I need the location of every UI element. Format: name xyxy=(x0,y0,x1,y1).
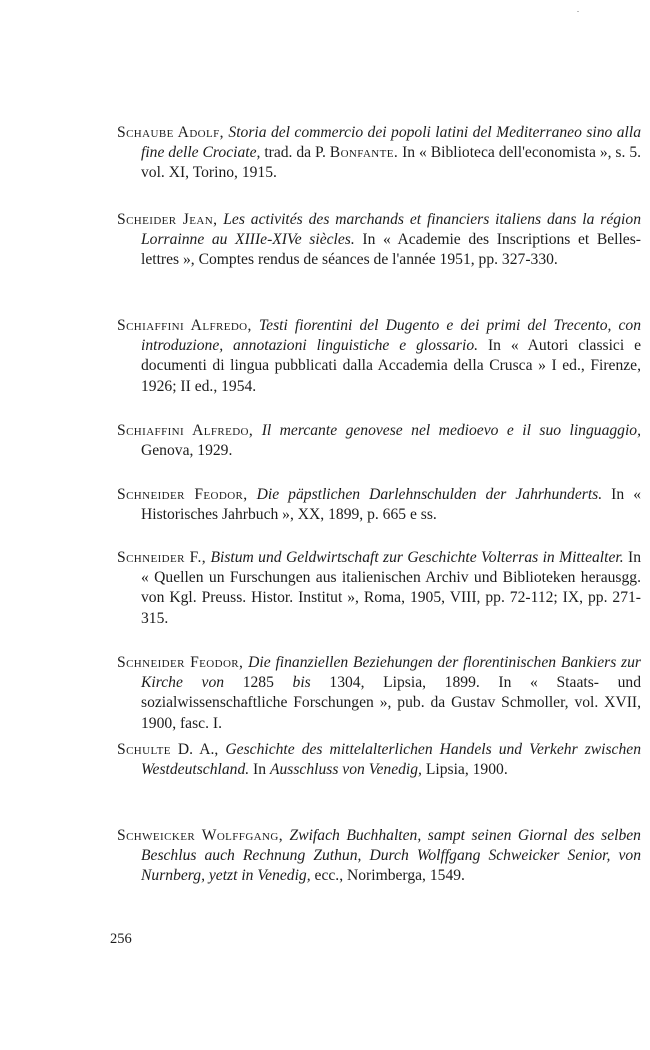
entry-title: Il mercante genovese nel medioevo e il suo linguaggio, xyxy=(261,422,641,439)
page-number: 256 xyxy=(110,931,132,947)
entry-details: In « Historisches Jahrbuch », XX, 1899, p. 665 e ss. xyxy=(141,486,641,524)
entry-details: In « Academie des Inscriptions et Belles-lettres », Comptes rendus de séances de l'année 1951, pp. 327-330. xyxy=(141,231,641,269)
entry-author: Schiaffini Alfredo, xyxy=(117,317,252,334)
bib-entry xyxy=(117,740,641,780)
entry-author: Schweicker Wolffgang, xyxy=(117,827,283,844)
entry-title: Bistum und Geldwirtschaft zur Geschichte Volterras in Mittealter. xyxy=(210,549,624,566)
entry-details: 1285 xyxy=(224,674,293,692)
bib-entry xyxy=(117,485,641,525)
entry-details: In « Biblioteca dell'economista », s. 5. vol. XI, Torino, 1915. xyxy=(141,144,642,182)
entry-author: Scheider Jean, xyxy=(117,211,218,228)
bib-entry xyxy=(117,123,641,184)
bib-entry xyxy=(117,653,641,734)
entry-title: Die finanziellen Beziehungen der florentinischen Bankiers zur Kirche von xyxy=(141,654,641,692)
bib-entry xyxy=(117,316,641,397)
entry-author: Schneider F., xyxy=(117,549,207,566)
entry-details: In xyxy=(249,761,270,779)
entry-title: Testi fiorentini del Dugento e dei primi del Trecento, con introduzione, annotazioni linguistiche e glossario. xyxy=(141,317,641,355)
entry-author: Schulte xyxy=(117,741,171,758)
bib-entry xyxy=(117,421,641,461)
scan-speck xyxy=(577,11,579,12)
bib-entry xyxy=(117,548,641,629)
entry-title: Die päpstlichen Darlehnschulden der Jahrhunderts. xyxy=(256,486,603,503)
entry-title: Storia del commercio dei popoli latini del Mediterraneo sino alla fine delle Crociate, xyxy=(141,124,641,162)
entry-author: Schiaffini Alfredo, xyxy=(117,422,254,439)
entry-details: In « Quellen un Furschungen aus italienischen Archiv und Biblioteken herausgg. von Kgl. Preuss. Histor. Institut », Roma, 1905, VIII, pp. 72-112; IX, pp. 271-315. xyxy=(141,549,641,627)
entry-title: Geschichte des mittelalterlichen Handels und Verkehr zwischen Westdeutschland. xyxy=(141,741,641,779)
entry-author: Schaube Adolf, xyxy=(117,124,224,141)
entry-details: Genova, 1929. xyxy=(141,442,233,460)
entry-details: trad. da P. xyxy=(260,144,330,162)
bib-entry xyxy=(117,826,641,887)
entry-author: Schneider Feodor, xyxy=(117,486,248,503)
entry-title-part: bis xyxy=(292,674,311,692)
entry-details: In « Autori classici e documenti di lingua pubblicati dalla Accademia della Crusca » I ed., Firenze, 1926; II ed., 1954. xyxy=(141,337,641,395)
entry-details: ecc., Norimberga, 1549. xyxy=(310,867,465,885)
entry-title: Les activités des marchands et financiers italiens dans la région Lorrainne au XIIIe-XIVe siècles. xyxy=(141,211,641,249)
entry-translator: Bonfante. xyxy=(329,144,399,162)
bib-entry xyxy=(117,210,641,271)
entry-details: 1304, Lipsia, 1899. In « Staats- und sozialwissenschaftliche Forschungen », pub. da Gustav Schmoller, vol. XVII, 1900, fasc. I. xyxy=(141,674,641,732)
entry-author: Schneider Feodor, xyxy=(117,654,244,671)
entry-details: Lipsia, 1900. xyxy=(421,761,508,779)
entry-title: Zwifach Buchhalten, sampt seinen Giornal des selben Beschlus auch Rechnung Zuthun, Durch Wolffgang Schweicker Senior, von Nurnberg, yetzt in Venedig, xyxy=(141,827,641,885)
entry-details: D. A., xyxy=(170,741,226,758)
entry-series: Ausschluss von Venedig, xyxy=(269,761,422,779)
